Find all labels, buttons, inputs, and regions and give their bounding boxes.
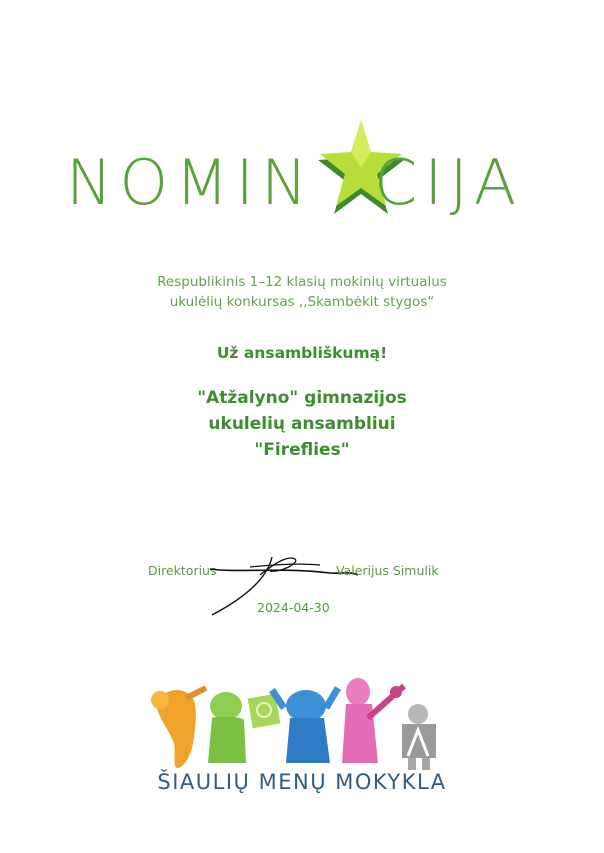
contest-line-1: Respublikinis 1–12 klasių mokinių virtualus xyxy=(157,274,447,290)
signature-name: Valerijus Simulik xyxy=(336,563,439,578)
recipient-line-2: ukulelių ansambliui xyxy=(208,414,396,434)
contest-line-2: ukulėlių konkursas ,,Skambėkit stygos“ xyxy=(169,294,435,310)
signature-role: Direktorius xyxy=(148,563,217,578)
recipient-line-1: "Atžalyno" gimnazijos xyxy=(197,388,407,408)
award-text: Už ansambliškumą! xyxy=(216,344,388,362)
school-logo-figures xyxy=(146,668,446,773)
certificate-date: 2024-04-30 xyxy=(257,600,330,615)
recipient-line-3: "Fireflies" xyxy=(254,440,350,460)
school-logo-text: ŠIAULIŲ MENŲ MOKYKLA xyxy=(157,770,447,794)
title-right: CIJA xyxy=(374,146,524,219)
nomination-title xyxy=(60,128,540,238)
title-left: NOMIN xyxy=(66,146,315,219)
